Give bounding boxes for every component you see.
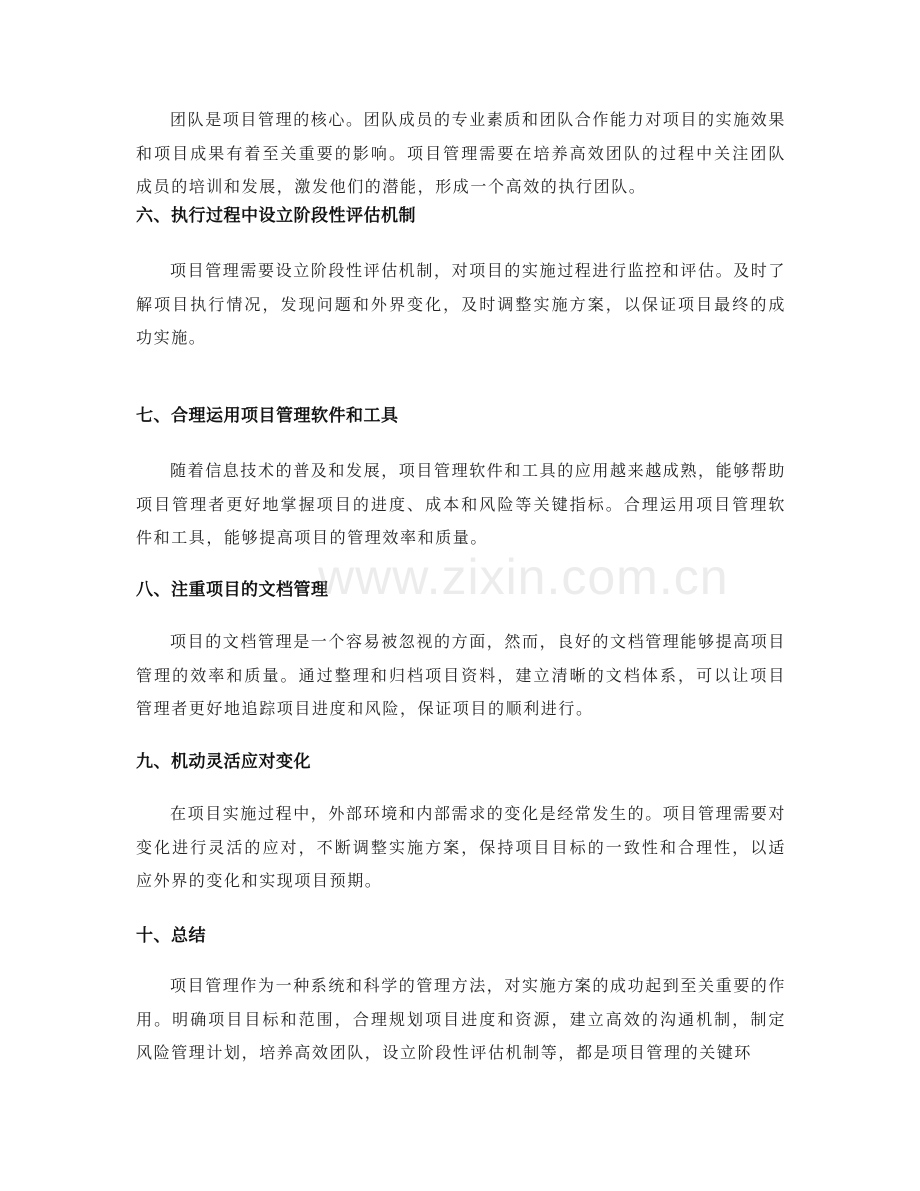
paragraph-evaluation: 项目管理需要设立阶段性评估机制，对项目的实施过程进行监控和评估。及时了解项目执行情况，发现问题和外界变化，及时调整实施方案，以保证项目最终的成功实施。 (136, 261, 787, 347)
paragraph-change: 在项目实施过程中，外部环境和内部需求的变化是经常发生的。项目管理需要对变化进行灵活的应对，不断调整实施方案，保持项目目标的一致性和合理性，以适应外界的变化和实现项目预期。 (136, 804, 787, 890)
heading-six: 六、执行过程中设立阶段性评估机制 (136, 206, 416, 226)
heading-nine: 九、机动灵活应对变化 (136, 752, 311, 772)
paragraph-documents: 项目的文档管理是一个容易被忽视的方面，然而，良好的文档管理能够提高项目管理的效率和质量。通过整理和归档项目资料，建立清晰的文档体系，可以让项目管理者更好地追踪项目进度和风险，保证项目的顺利进行。 (136, 632, 787, 718)
heading-eight: 八、注重项目的文档管理 (136, 580, 329, 600)
watermark: www.zixin.com.cn (318, 549, 729, 605)
heading-ten: 十、总结 (136, 926, 206, 946)
paragraph-team: 团队是项目管理的核心。团队成员的专业素质和团队合作能力对项目的实施效果和项目成果有着至关重要的影响。项目管理需要在培养高效团队的过程中关注团队成员的培训和发展，激发他们的潜能，形成一个高效的执行团队。 (136, 110, 787, 196)
heading-seven: 七、合理运用项目管理软件和工具 (136, 406, 399, 426)
paragraph-summary: 项目管理作为一种系统和科学的管理方法，对实施方案的成功起到至关重要的作用。明确项目目标和范围，合理规划项目进度和资源，建立高效的沟通机制，制定风险管理计划，培养高效团队，设立阶段性评估机制等，都是项目管理的关键环 (136, 976, 787, 1062)
paragraph-software: 随着信息技术的普及和发展，项目管理软件和工具的应用越来越成熟，能够帮助项目管理者更好地掌握项目的进度、成本和风险等关键指标。合理运用项目管理软件和工具，能够提高项目的管理效率和质量。 (136, 461, 787, 547)
